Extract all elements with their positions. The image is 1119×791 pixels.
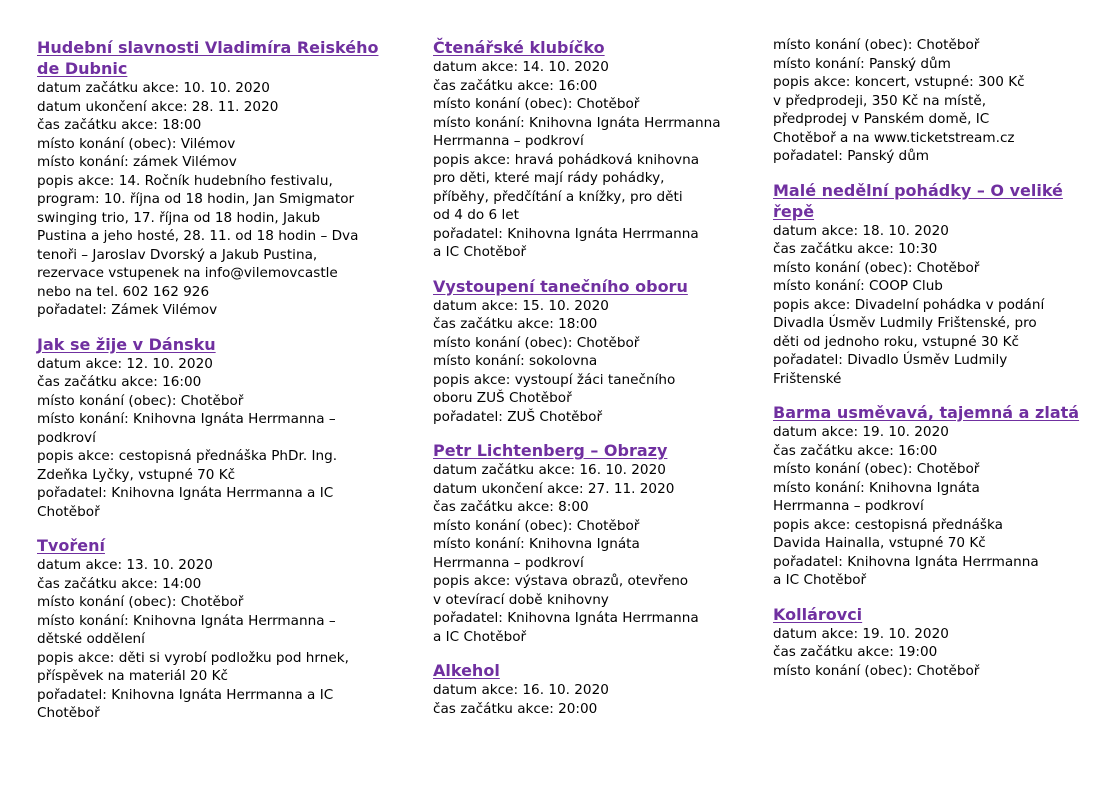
event-detail-line: čas začátku akce: 18:00 (37, 117, 202, 133)
event-detail-line: čas začátku akce: 16:00 (773, 442, 938, 459)
event-detail-line: Herrmanna – podkroví (433, 133, 584, 149)
event-detail-line: místo konání (obec): Chotěboř (37, 392, 244, 409)
event-detail-line: místo konání: Knihovna Ignáta Herrmanna – (37, 612, 336, 629)
event-detail-line: popis akce: hravá pohádková knihovna (433, 151, 700, 168)
event-detail-line: a IC Chotěboř (433, 244, 527, 260)
event-detail-line: Chotěboř (37, 503, 100, 520)
event-detail-line: předprodej v Panském domě, IC (773, 111, 990, 127)
event-detail-line: místo konání (obec): Chotěboř (433, 96, 640, 112)
event-detail-line: místo konání: Knihovna Ignáta Herrmanna (433, 114, 721, 131)
event-detail-line: místo konání (obec): Chotěboř (433, 334, 640, 351)
event-detail-line: datum akce: 13. 10. 2020 (37, 557, 213, 573)
event-detail-line: čas začátku akce: 19:00 (773, 644, 938, 660)
event-detail-line: datum akce: 15. 10. 2020 (433, 297, 609, 314)
event-detail-line: popis akce: Divadelní pohádka v podání (773, 296, 1045, 313)
event-detail-line: datum akce: 19. 10. 2020 (773, 424, 949, 440)
event-detail-line: místo konání (obec): Chotěboř (773, 259, 980, 276)
event-detail-line: popis akce: vystoupí žáci tanečního (433, 371, 676, 388)
event-entry (433, 276, 753, 427)
event-detail-line: datum akce: 18. 10. 2020 (773, 222, 949, 239)
event-detail-line: místo konání (obec): Chotěboř (433, 517, 640, 534)
event-entry (37, 535, 397, 723)
event-detail-line: pořadatel: Knihovna Ignáta Herrmanna a IC (37, 485, 334, 501)
event-detail-line: Frištenské (773, 370, 842, 387)
event-detail-line: Herrmanna – podkroví (433, 554, 584, 571)
event-entry (37, 37, 397, 320)
event-detail-line: čas začátku akce: 14:00 (37, 575, 202, 592)
event-detail-line: v předprodeji, 350 Kč na místě, (773, 92, 987, 109)
event-detail-line: Herrmanna – podkroví (773, 498, 924, 514)
event-detail-line: pořadatel: Panský dům (773, 148, 930, 164)
event-detail-line: Chotěboř (37, 705, 100, 721)
event-title: Malé nedělní pohádky – O veliké řepě (773, 180, 1063, 221)
event-title: Kollárovci (773, 604, 863, 624)
event-title: Tvoření (37, 536, 105, 555)
event-title: Hudební slavnosti Vladimíra Reiského de Dubnic (37, 38, 379, 78)
event-detail-line: a IC Chotěboř (773, 572, 867, 588)
event-continuation (773, 36, 1093, 166)
event-detail-line: Davida Hainalla, vstupné 70 Kč (773, 535, 986, 551)
event-detail-line: popis akce: cestopisná přednáška (773, 516, 1003, 533)
event-detail-line: čas začátku akce: 8:00 (433, 499, 589, 515)
event-detail-line: Zdeňka Lyčky, vstupné 70 Kč (37, 466, 236, 483)
event-detail-line: v otevírací době knihovny (433, 591, 609, 608)
event-entry (433, 440, 753, 646)
event-entry (773, 402, 1093, 590)
event-detail-line: pořadatel: Divadlo Úsměv Ludmily (773, 352, 1008, 368)
event-detail-line: datum akce: 12. 10. 2020 (37, 355, 213, 372)
event-detail-line: místo konání: Knihovna Ignáta (773, 479, 980, 496)
event-entry (433, 660, 753, 718)
event-detail-line: popis akce: koncert, vstupné: 300 Kč (773, 74, 1025, 90)
event-detail-line: čas začátku akce: 20:00 (433, 700, 598, 717)
event-detail-line: příspěvek na materiál 20 Kč (37, 668, 229, 684)
event-detail-line: místo konání (obec): Chotěboř (773, 662, 980, 679)
event-detail-line: čas začátku akce: 16:00 (37, 374, 202, 390)
event-entry (433, 37, 753, 262)
event-detail-line: datum začátku akce: 10. 10. 2020 (37, 80, 270, 96)
event-detail-line: příběhy, předčítání a knížky, pro děti (433, 188, 683, 205)
event-detail-line: místo konání: Panský dům (773, 55, 951, 72)
event-detail-line: popis akce: 14. Ročník hudebního festivalu, (37, 172, 333, 189)
column-right (773, 37, 1093, 694)
event-detail-line: datum akce: 19. 10. 2020 (773, 625, 949, 642)
event-title: Jak se žije v Dánsku (37, 334, 216, 354)
event-detail-line: od 4 do 6 let (433, 207, 519, 223)
event-entry (37, 334, 397, 522)
event-detail-line: datum akce: 16. 10. 2020 (433, 682, 609, 698)
event-detail-line: děti od jednoho roku, vstupné 30 Kč (773, 333, 1019, 350)
event-detail-line: místo konání: Knihovna Ignáta Herrmanna – (37, 411, 336, 427)
event-detail-line: Divadla Úsměv Ludmily Frištenské, pro (773, 315, 1037, 331)
event-detail-line: místo konání (obec): Chotěboř (37, 594, 244, 610)
event-detail-line: čas začátku akce: 18:00 (433, 316, 598, 332)
event-detail-line: pořadatel: ZUŠ Chotěboř (433, 408, 603, 425)
event-detail-line: pořadatel: Knihovna Ignáta Herrmanna a IC (37, 686, 334, 703)
event-title: Petr Lichtenberg – Obrazy (433, 441, 668, 460)
event-detail-line: datum ukončení akce: 28. 11. 2020 (37, 98, 279, 115)
event-detail-line: pořadatel: Knihovna Ignáta Herrmanna (773, 553, 1039, 570)
event-detail-line: místo konání: COOP Club (773, 278, 943, 294)
event-detail-line: rezervace vstupenek na info@vilemovcastle (37, 265, 338, 281)
column-left (37, 37, 397, 737)
event-detail-line: místo konání: zámek Vilémov (37, 154, 237, 170)
event-detail-line: pořadatel: Knihovna Ignáta Herrmanna (433, 610, 699, 626)
event-detail-line: popis akce: děti si vyrobí podložku pod hrnek, (37, 649, 349, 666)
event-detail-line: dětské oddělení (37, 631, 145, 647)
event-title: Čtenářské klubíčko (433, 38, 605, 57)
event-detail-line: popis akce: cestopisná přednáška PhDr. Ing. (37, 448, 338, 464)
event-detail-line: a IC Chotěboř (433, 628, 527, 645)
event-detail-line: datum začátku akce: 16. 10. 2020 (433, 462, 666, 478)
event-detail-line: swinging trio, 17. října od 18 hodin, Jakub (37, 209, 321, 226)
event-detail-line: čas začátku akce: 16:00 (433, 77, 598, 94)
column-middle (433, 37, 753, 732)
event-detail-line: místo konání (obec): Chotěboř (773, 461, 980, 477)
event-detail-line: datum ukončení akce: 27. 11. 2020 (433, 480, 675, 497)
event-detail-line: nebo na tel. 602 162 926 (37, 283, 210, 300)
event-detail-line: oboru ZUŠ Chotěboř (433, 390, 572, 406)
event-detail-line: pro děti, které mají rády pohádky, (433, 170, 665, 186)
event-detail-line: pořadatel: Knihovna Ignáta Herrmanna (433, 225, 699, 242)
event-detail-line: datum akce: 14. 10. 2020 (433, 59, 609, 75)
event-title: Barma usměvavá, tajemná a zlatá (773, 403, 1080, 422)
event-detail-line: místo konání: sokolovna (433, 353, 598, 369)
event-entry (773, 180, 1093, 389)
event-title: Vystoupení tanečního oboru (433, 276, 688, 296)
event-detail-line: místo konání: Knihovna Ignáta (433, 536, 640, 552)
event-detail-line: čas začátku akce: 10:30 (773, 241, 938, 257)
event-detail-line: Chotěboř a na www.ticketstream.cz (773, 129, 1015, 146)
event-detail-line: podkroví (37, 429, 96, 446)
event-detail-line: pořadatel: Zámek Vilémov (37, 302, 218, 318)
event-title: Alkehol (433, 661, 500, 680)
event-detail-line: program: 10. října od 18 hodin, Jan Smigmator (37, 191, 355, 207)
event-detail-line: místo konání (obec): Chotěboř (773, 37, 980, 53)
event-detail-line: místo konání (obec): Vilémov (37, 135, 236, 152)
event-detail-line: Pustina a jeho hosté, 28. 11. od 18 hodin – Dva (37, 228, 359, 244)
event-detail-line: tenoři – Jaroslav Dvorský a Jakub Pustina, (37, 246, 318, 263)
event-entry (773, 604, 1093, 681)
event-detail-line: popis akce: výstava obrazů, otevřeno (433, 573, 689, 589)
